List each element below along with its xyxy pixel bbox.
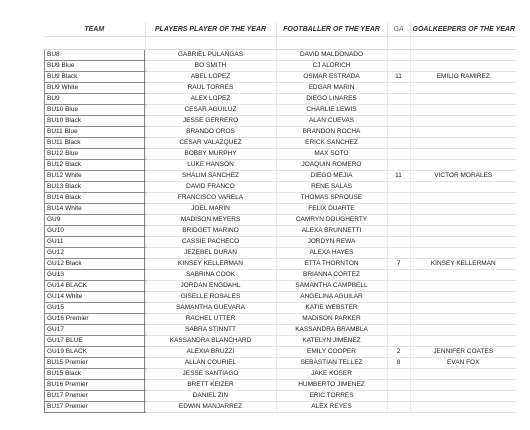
table-row xyxy=(44,237,516,248)
table-row xyxy=(44,248,516,259)
team-cell: GU19 BLACK xyxy=(44,347,145,358)
table-row xyxy=(44,204,516,215)
footballer-cell: DIEGO MEJIA xyxy=(276,171,387,182)
team-cell: BU17 Premier xyxy=(44,391,145,402)
header-row xyxy=(44,22,516,37)
ga-cell: 7 xyxy=(387,259,410,270)
players-player-cell: JEZEBEL DURAN xyxy=(145,248,276,259)
footballer-cell: BRIANNA CORTEZ xyxy=(276,270,387,281)
footballer-cell: DIEGO LINARES xyxy=(276,94,387,105)
team-cell: GU14 White xyxy=(44,292,145,303)
players-player-cell: FRANCISCO VARELA xyxy=(145,193,276,204)
ga-cell xyxy=(387,83,410,94)
goalkeeper-cell xyxy=(410,193,516,204)
spacer-cell xyxy=(276,37,387,50)
goalkeeper-cell xyxy=(410,325,516,336)
goalkeeper-cell xyxy=(410,391,516,402)
team-cell: BU15 Black xyxy=(44,369,145,380)
players-player-cell: KINSEY KELLERMAN xyxy=(145,259,276,270)
goalkeeper-cell xyxy=(410,94,516,105)
goalkeeper-cell xyxy=(410,314,516,325)
goalkeeper-cell xyxy=(410,270,516,281)
goalkeeper-cell xyxy=(410,215,516,226)
players-player-cell: SHALIM SANCHEZ xyxy=(145,171,276,182)
footballer-cell: ALAN CUEVAS xyxy=(276,116,387,127)
table-row xyxy=(44,380,516,391)
ga-cell xyxy=(387,270,410,281)
ga-cell xyxy=(387,336,410,347)
team-cell: BU12 White xyxy=(44,171,145,182)
table-row xyxy=(44,391,516,402)
team-cell: GU17 BLUE xyxy=(44,336,145,347)
players-player-cell: BRETT KEIZER xyxy=(145,380,276,391)
team-cell: BU16 Premier xyxy=(44,380,145,391)
ga-cell xyxy=(387,50,410,61)
ga-cell xyxy=(387,380,410,391)
ga-cell xyxy=(387,193,410,204)
ga-cell xyxy=(387,116,410,127)
ga-cell xyxy=(387,204,410,215)
ga-cell xyxy=(387,303,410,314)
ga-cell: 11 xyxy=(387,72,410,83)
spacer-row xyxy=(44,37,516,50)
team-cell: BU9 Blue xyxy=(44,61,145,72)
players-player-cell: LUKE HANSON xyxy=(145,160,276,171)
header-ga: GA xyxy=(387,22,410,37)
ga-cell xyxy=(387,314,410,325)
ga-cell xyxy=(387,94,410,105)
goalkeeper-cell xyxy=(410,61,516,72)
awards-table xyxy=(44,22,516,413)
spacer-cell xyxy=(387,37,410,50)
table-row xyxy=(44,61,516,72)
table-row xyxy=(44,138,516,149)
players-player-cell: RAUL TORRES xyxy=(145,83,276,94)
team-cell: GU13 xyxy=(44,270,145,281)
table-body xyxy=(44,37,516,413)
players-player-cell: BRIDGET MARINO xyxy=(145,226,276,237)
footballer-cell: FELIX DUARTE xyxy=(276,204,387,215)
ga-cell xyxy=(387,402,410,413)
footballer-cell: SAMANTHA CAMPBELL xyxy=(276,281,387,292)
table-row xyxy=(44,347,516,358)
footballer-cell: EMILY COOPER xyxy=(276,347,387,358)
team-cell: GU11 xyxy=(44,237,145,248)
ga-cell xyxy=(387,127,410,138)
goalkeeper-cell xyxy=(410,204,516,215)
goalkeeper-cell xyxy=(410,83,516,94)
players-player-cell: EDWIN MANJARREZ xyxy=(145,402,276,413)
team-cell: BU10 Blue xyxy=(44,105,145,116)
goalkeeper-cell: KINSEY KELLERMAN xyxy=(410,259,516,270)
header-goalkeepers: GOALKEEPERS OF THE YEAR xyxy=(410,22,516,37)
ga-cell xyxy=(387,149,410,160)
ga-cell xyxy=(387,248,410,259)
table-row xyxy=(44,105,516,116)
goalkeeper-cell xyxy=(410,402,516,413)
footballer-cell: THOMAS SPROUSE xyxy=(276,193,387,204)
players-player-cell: ALEXIA BRUZZI xyxy=(145,347,276,358)
table-row xyxy=(44,325,516,336)
team-cell: BU12 Blue xyxy=(44,149,145,160)
table-row xyxy=(44,281,516,292)
footballer-cell: HUMBERTO JIMENEZ xyxy=(276,380,387,391)
team-cell: GU14 BLACK xyxy=(44,281,145,292)
players-player-cell: MADISON MEYERS xyxy=(145,215,276,226)
spacer-cell xyxy=(410,37,516,50)
goalkeeper-cell xyxy=(410,237,516,248)
goalkeeper-cell xyxy=(410,303,516,314)
goalkeeper-cell xyxy=(410,226,516,237)
table-row xyxy=(44,193,516,204)
ga-cell: 2 xyxy=(387,347,410,358)
team-cell: GU12 xyxy=(44,248,145,259)
spacer-cell xyxy=(44,37,145,50)
footballer-cell: MADISON PARKER xyxy=(276,314,387,325)
ga-cell xyxy=(387,105,410,116)
goalkeeper-cell xyxy=(410,116,516,127)
ga-cell xyxy=(387,237,410,248)
ga-cell xyxy=(387,281,410,292)
footballer-cell: ALEX REYES xyxy=(276,402,387,413)
goalkeeper-cell xyxy=(410,160,516,171)
players-player-cell: SAMANTHA GUEVARA xyxy=(145,303,276,314)
footballer-cell: ANGELINA AGUILAR xyxy=(276,292,387,303)
team-cell: BU9 xyxy=(44,94,145,105)
table-row xyxy=(44,72,516,83)
table-row xyxy=(44,259,516,270)
footballer-cell: KATELYN JIMENEZ xyxy=(276,336,387,347)
footballer-cell: MAX SOTO xyxy=(276,149,387,160)
footballer-cell: JORDYN REWA xyxy=(276,237,387,248)
table-row xyxy=(44,149,516,160)
ga-cell xyxy=(387,160,410,171)
footballer-cell: CJ ALDRICH xyxy=(276,61,387,72)
team-cell: BU9 Black xyxy=(44,72,145,83)
team-cell: GU16 Premier xyxy=(44,314,145,325)
footballer-cell: SEBASTIAN TELLEZ xyxy=(276,358,387,369)
players-player-cell: JORDAN ENGDAHL xyxy=(145,281,276,292)
footballer-cell: ETTA THORNTON xyxy=(276,259,387,270)
table-row xyxy=(44,50,516,61)
players-player-cell: GISELLE ROSALES xyxy=(145,292,276,303)
header-footballer: FOOTBALLER OF THE YEAR xyxy=(276,22,387,37)
table-row xyxy=(44,83,516,94)
table-row xyxy=(44,127,516,138)
players-player-cell: CESAR AGUILUZ xyxy=(145,105,276,116)
header-team: TEAM xyxy=(44,22,145,37)
footballer-cell: OSMAR ESTRADA xyxy=(276,72,387,83)
footballer-cell: CAMRYN DOUGHERTY xyxy=(276,215,387,226)
footballer-cell: ERIC TORRES xyxy=(276,391,387,402)
footballer-cell: ALEXA BRUNNETTI xyxy=(276,226,387,237)
table-row xyxy=(44,369,516,380)
players-player-cell: DANIEL ZIN xyxy=(145,391,276,402)
players-player-cell: JESSE SANTIAGO xyxy=(145,369,276,380)
goalkeeper-cell xyxy=(410,138,516,149)
goalkeeper-cell: EVAN FOX xyxy=(410,358,516,369)
goalkeeper-cell xyxy=(410,292,516,303)
footballer-cell: JOAQUIN ROMERO xyxy=(276,160,387,171)
ga-cell xyxy=(387,391,410,402)
goalkeeper-cell xyxy=(410,182,516,193)
table-row xyxy=(44,116,516,127)
footballer-cell: RENE SALAS xyxy=(276,182,387,193)
table-row xyxy=(44,314,516,325)
table-row xyxy=(44,292,516,303)
players-player-cell: CASSIE PACHECO xyxy=(145,237,276,248)
players-player-cell: SABRA STINNTT xyxy=(145,325,276,336)
team-cell: BU17 Premier xyxy=(44,402,145,413)
players-player-cell: SABRINA COOK xyxy=(145,270,276,281)
players-player-cell: KASSANDRA BLANCHARD xyxy=(145,336,276,347)
ga-cell xyxy=(387,182,410,193)
footballer-cell: ERICK SANCHEZ xyxy=(276,138,387,149)
players-player-cell: JOEL MARIN xyxy=(145,204,276,215)
footballer-cell: ALEXA HAYES xyxy=(276,248,387,259)
team-cell: BU14 Black xyxy=(44,193,145,204)
goalkeeper-cell xyxy=(410,380,516,391)
table-row xyxy=(44,336,516,347)
players-player-cell: ALLAN COURIEL xyxy=(145,358,276,369)
table-row xyxy=(44,215,516,226)
team-cell: BU10 Black xyxy=(44,116,145,127)
ga-cell xyxy=(387,325,410,336)
table-row xyxy=(44,94,516,105)
players-player-cell: ABEL LOPEZ xyxy=(145,72,276,83)
goalkeeper-cell: VICTOR MORALES xyxy=(410,171,516,182)
team-cell: BU11 Black xyxy=(44,138,145,149)
footballer-cell: JAKE KOSER xyxy=(276,369,387,380)
team-cell: BU9 White xyxy=(44,83,145,94)
ga-cell xyxy=(387,226,410,237)
team-cell: BU15 Premier xyxy=(44,358,145,369)
goalkeeper-cell xyxy=(410,105,516,116)
goalkeeper-cell xyxy=(410,149,516,160)
team-cell: GU9 xyxy=(44,215,145,226)
team-cell: GU10 xyxy=(44,226,145,237)
table-row xyxy=(44,226,516,237)
team-cell: BU8 xyxy=(44,50,145,61)
table-row xyxy=(44,270,516,281)
table-row xyxy=(44,160,516,171)
footballer-cell: DAVID MALDONADO xyxy=(276,50,387,61)
footballer-cell: KASSANDRA BRAMBLA xyxy=(276,325,387,336)
goalkeeper-cell xyxy=(410,369,516,380)
goalkeeper-cell xyxy=(410,50,516,61)
footballer-cell: KATIE WEBSTER xyxy=(276,303,387,314)
awards-spreadsheet xyxy=(44,22,516,413)
team-cell: GU15 xyxy=(44,303,145,314)
players-player-cell: ALEX LOPEZ xyxy=(145,94,276,105)
goalkeeper-cell: JENNIFER COATES xyxy=(410,347,516,358)
footballer-cell: EDGAR MARIN xyxy=(276,83,387,94)
players-player-cell: BRANDO OROS xyxy=(145,127,276,138)
team-cell: GU17 xyxy=(44,325,145,336)
ga-cell xyxy=(387,61,410,72)
ga-cell xyxy=(387,215,410,226)
goalkeeper-cell xyxy=(410,248,516,259)
footballer-cell: CHARLIE LEWIS xyxy=(276,105,387,116)
team-cell: BU13 Black xyxy=(44,182,145,193)
ga-cell: 11 xyxy=(387,171,410,182)
team-cell: GU12 Black xyxy=(44,259,145,270)
table-row xyxy=(44,402,516,413)
players-player-cell: DAVID FRANCO xyxy=(145,182,276,193)
ga-cell xyxy=(387,138,410,149)
ga-cell xyxy=(387,369,410,380)
players-player-cell: GABRIEL PULANGAS xyxy=(145,50,276,61)
spacer-cell xyxy=(145,37,276,50)
goalkeeper-cell: EMILIO RAMIREZ xyxy=(410,72,516,83)
table-row xyxy=(44,182,516,193)
table-row xyxy=(44,171,516,182)
table-row xyxy=(44,303,516,314)
players-player-cell: CESAR VALAZQUEZ xyxy=(145,138,276,149)
players-player-cell: JESSE GERRERO xyxy=(145,116,276,127)
team-cell: BU12 Black xyxy=(44,160,145,171)
ga-cell xyxy=(387,292,410,303)
team-cell: BU14 White xyxy=(44,204,145,215)
header-players-player: PLAYERS PLAYER OF THE YEAR xyxy=(145,22,276,37)
goalkeeper-cell xyxy=(410,281,516,292)
ga-cell: 8 xyxy=(387,358,410,369)
table-row xyxy=(44,358,516,369)
players-player-cell: RACHEL UTTER xyxy=(145,314,276,325)
footballer-cell: BRANDON ROCHA xyxy=(276,127,387,138)
players-player-cell: BOBBY MURPHY xyxy=(145,149,276,160)
team-cell: BU11 Blue xyxy=(44,127,145,138)
goalkeeper-cell xyxy=(410,127,516,138)
players-player-cell: BO SMITH xyxy=(145,61,276,72)
goalkeeper-cell xyxy=(410,336,516,347)
